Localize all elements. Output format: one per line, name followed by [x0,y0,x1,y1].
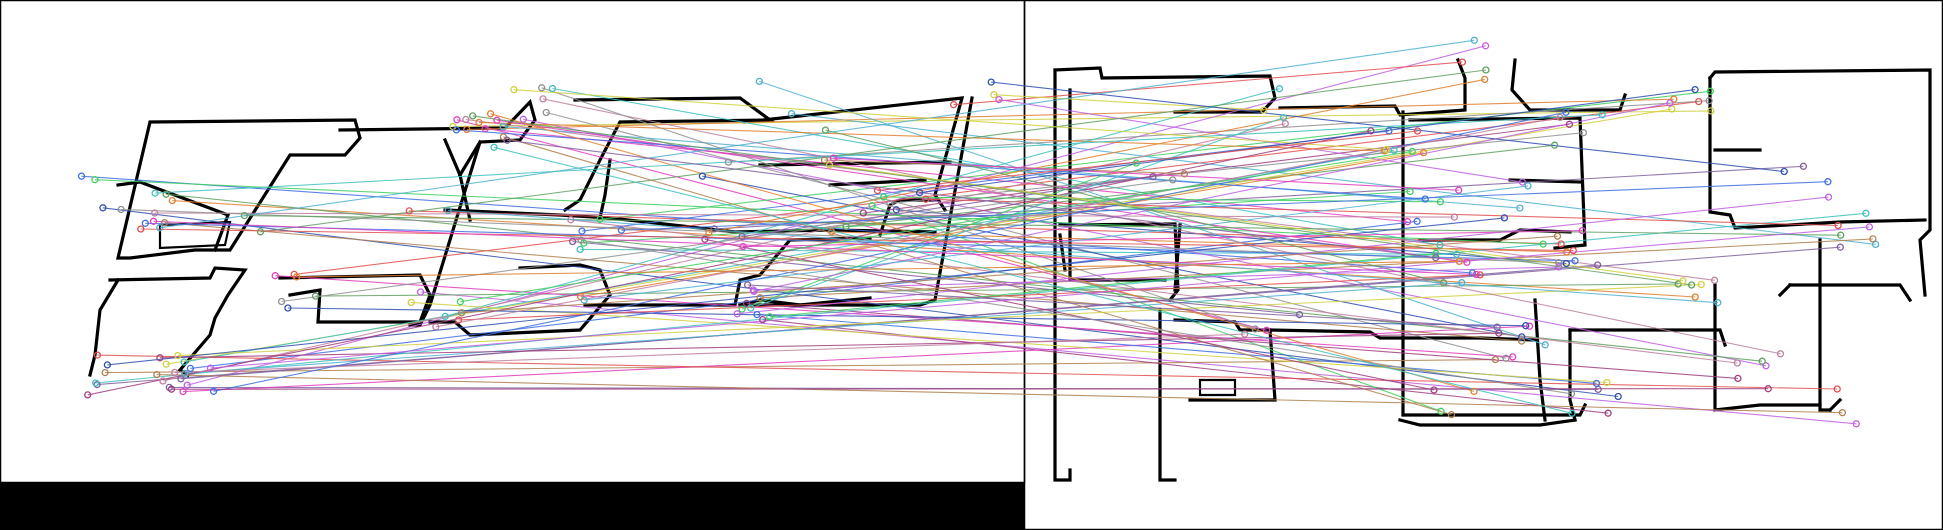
left-room-j [430,265,610,335]
right-room-d2 [1175,320,1275,400]
match-line [157,375,1843,413]
match-line [479,122,1385,150]
match-line [172,389,1769,390]
right-room-p [1535,300,1545,420]
left-room-h [90,280,118,375]
right-room-a-top [1055,68,1275,112]
match-line [98,355,1838,389]
right-room-v [1780,285,1790,295]
left-panel-padding [0,483,1025,530]
right-room-k [1790,285,1910,300]
right-room-g [1410,118,1585,248]
right-floorplan [1055,60,1930,480]
right-room-w [1830,400,1840,410]
match-lines [82,40,1876,424]
right-room-q [1400,420,1575,425]
match-line [600,91,1710,219]
right-room-l [1820,240,1830,410]
right-room-i [1710,78,1925,228]
right-room-s [1200,380,1235,395]
